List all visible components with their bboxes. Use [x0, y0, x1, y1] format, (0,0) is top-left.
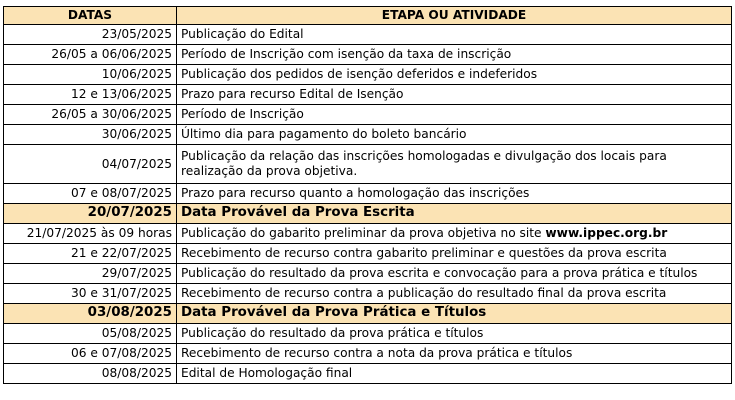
row-activity: Publicação dos pedidos de isenção deferidos e indeferidos: [177, 65, 732, 85]
table-row: [4, 85, 732, 105]
row-activity: Publicação do resultado da prova escrita e convocação para a prova prática e títulos: [177, 264, 732, 284]
row-date: 21 e 22/07/2025: [4, 244, 177, 264]
header-dates: DATAS: [4, 7, 177, 25]
site-link[interactable]: www.ippec.org.br: [545, 226, 668, 241]
highlight-row-practical-exam: [4, 304, 732, 324]
row-activity: Recebimento de recurso contra a nota da prova prática e títulos: [177, 344, 732, 364]
table-row: [4, 184, 732, 204]
row-date: 29/07/2025: [4, 264, 177, 284]
row-activity: Recebimento de recurso contra a publicação do resultado final da prova escrita: [177, 284, 732, 304]
row-activity: Publicação do resultado da prova prática e títulos: [177, 324, 732, 344]
table-row: [4, 25, 732, 45]
table-row: [4, 105, 732, 125]
row-activity: Período de Inscrição: [177, 105, 732, 125]
row-activity: Data Provável da Prova Escrita: [177, 204, 732, 224]
table-row: [4, 125, 732, 145]
schedule-table: [3, 6, 732, 384]
table-row: [4, 45, 732, 65]
table-row: [4, 284, 732, 304]
row-activity: Publicação do Edital: [177, 25, 732, 45]
header-row: [4, 7, 732, 25]
row-activity: Edital de Homologação final: [177, 364, 732, 384]
table-row: [4, 244, 732, 264]
row-date: 07 e 08/07/2025: [4, 184, 177, 204]
row-activity-text: Publicação do gabarito preliminar da prova objetiva no site: [181, 226, 542, 241]
row-date: 23/05/2025: [4, 25, 177, 45]
row-date: 30 e 31/07/2025: [4, 284, 177, 304]
table-row: [4, 145, 732, 184]
row-date: 26/05 a 06/06/2025: [4, 45, 177, 65]
row-date: 06 e 07/08/2025: [4, 344, 177, 364]
table-row: [4, 344, 732, 364]
header-activity: ETAPA OU ATIVIDADE: [177, 7, 732, 25]
row-activity: Último dia para pagamento do boleto bancário: [177, 125, 732, 145]
row-date: 20/07/2025: [4, 204, 177, 224]
row-date: 05/08/2025: [4, 324, 177, 344]
row-activity: Publicação da relação das inscrições homologadas e divulgação dos locais para realização da prova objetiva.: [177, 145, 732, 184]
row-date: 21/07/2025 às 09 horas: [4, 224, 177, 244]
table-row: [4, 65, 732, 85]
row-date: 12 e 13/06/2025: [4, 85, 177, 105]
row-activity: Recebimento de recurso contra gabarito preliminar e questões da prova escrita: [177, 244, 732, 264]
table-row: [4, 264, 732, 284]
row-activity: Prazo para recurso Edital de Isenção: [177, 85, 732, 105]
row-date: 04/07/2025: [4, 145, 177, 184]
row-date: 30/06/2025: [4, 125, 177, 145]
row-activity: Data Provável da Prova Prática e Títulos: [177, 304, 732, 324]
table-row: [4, 224, 732, 244]
row-activity: Prazo para recurso quanto a homologação das inscrições: [177, 184, 732, 204]
highlight-row-written-exam: [4, 204, 732, 224]
row-activity: [177, 224, 732, 244]
row-activity: Período de Inscrição com isenção da taxa de inscrição: [177, 45, 732, 65]
row-date: 10/06/2025: [4, 65, 177, 85]
table-row: [4, 324, 732, 344]
row-date: 08/08/2025: [4, 364, 177, 384]
table-row: [4, 364, 732, 384]
row-date: 03/08/2025: [4, 304, 177, 324]
row-date: 26/05 a 30/06/2025: [4, 105, 177, 125]
